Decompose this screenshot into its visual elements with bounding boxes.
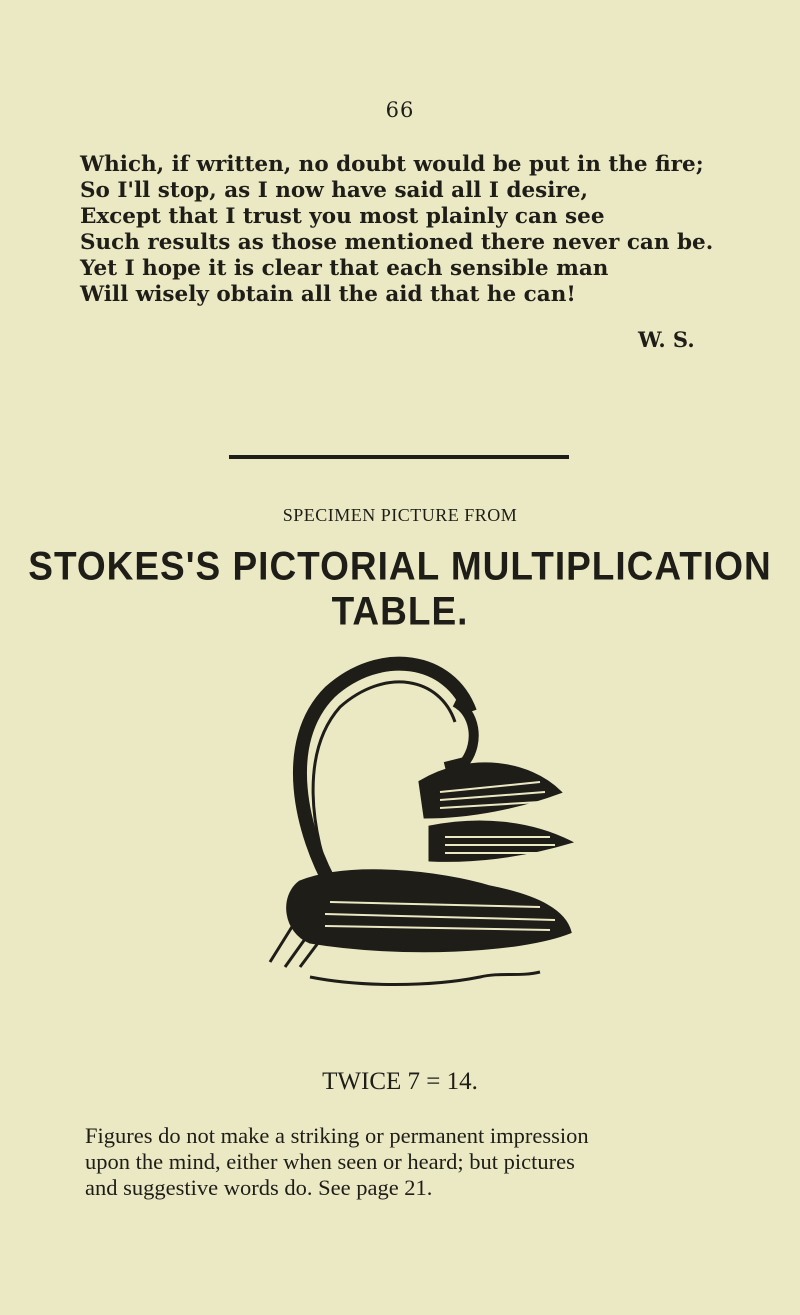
poem-line: Such results as those mentioned there never can be. — [80, 230, 714, 255]
page-number: 66 — [385, 98, 415, 122]
note-line: Figures do not make a striking or permanent impression — [85, 1123, 589, 1148]
section-divider — [229, 455, 569, 459]
specimen-title: STOKES'S PICTORIAL MULTIPLICATION TABLE. — [28, 543, 772, 634]
poem-line: Except that I trust you most plainly can see — [80, 204, 605, 229]
poem — [80, 152, 760, 308]
specimen-caption: SPECIMEN PICTURE FROM — [282, 505, 518, 525]
poem-line: Yet I hope it is clear that each sensible man — [80, 256, 609, 281]
poem-line: Which, if written, no doubt would be put in the fire; — [80, 152, 704, 177]
poem-line: So I'll stop, as I now have said all I desire, — [80, 178, 588, 203]
note-line: and suggestive words do. See page 21. — [85, 1175, 433, 1200]
explanatory-note — [85, 1123, 765, 1201]
poem-line: Will wisely obtain all the aid that he can! — [80, 282, 576, 307]
signature: W. S. — [638, 327, 695, 352]
swan-illustration — [240, 632, 580, 1002]
illustration-equation: TWICE 7 = 14. — [322, 1068, 478, 1095]
note-line: upon the mind, either when seen or heard; but pictures — [85, 1149, 575, 1174]
